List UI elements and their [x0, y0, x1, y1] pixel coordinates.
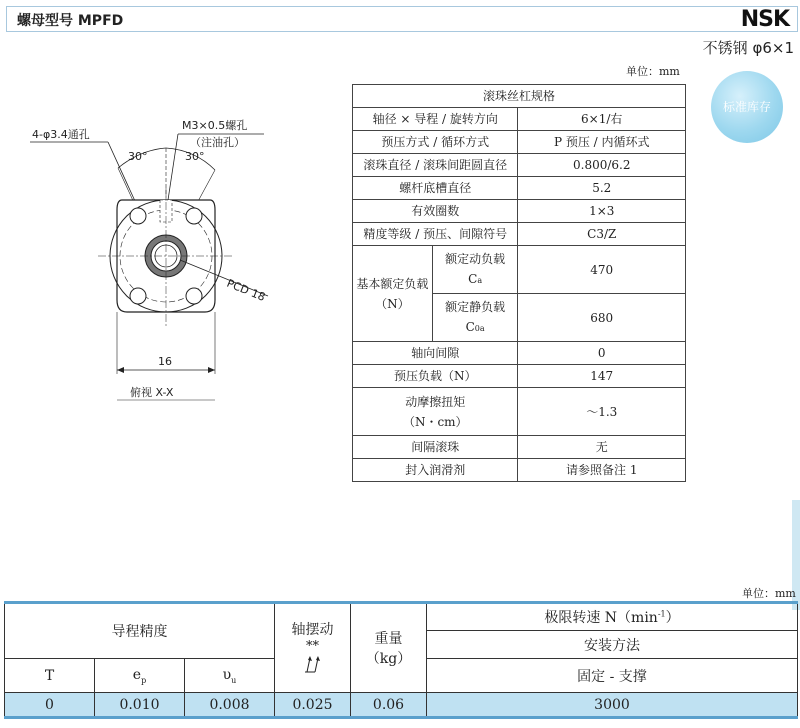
header-bar	[6, 6, 798, 32]
unit-label-bottom: 单位：mm	[742, 587, 796, 600]
angle-left-label: 30°	[128, 150, 148, 163]
speed-superscript: -1	[657, 609, 666, 619]
mounting-header: 安装方法	[427, 631, 798, 659]
spec-value: 5.2	[518, 177, 686, 200]
speed-header-cell	[427, 603, 798, 631]
preload-label: 预压负载（N）	[353, 365, 518, 388]
spec-table-header: 滚珠丝杠规格	[353, 85, 686, 108]
dynamic-load-subscript: a	[477, 275, 483, 285]
spec-label: 滚珠直径 / 滚珠间距圆直径	[353, 154, 518, 177]
spec-value: C3/Z	[518, 223, 686, 246]
col-t-header: T	[5, 659, 95, 693]
grease-value: 请参照备注 1	[518, 459, 686, 482]
lead-accuracy-header: 导程精度	[5, 603, 275, 659]
pcd-label: PCD 18	[224, 276, 268, 304]
axial-clearance-value: 0	[518, 342, 686, 365]
view-label: 俯视 X-X	[130, 386, 174, 399]
col-ep-header	[95, 659, 185, 693]
value-t: 0	[5, 693, 95, 718]
load-group-label: 基本额定负载	[356, 276, 429, 291]
holes-label: 4-φ3.4通孔	[32, 128, 90, 141]
value-speed: 3000	[427, 693, 798, 718]
spec-value: 1×3	[518, 200, 686, 223]
spec-value: 6×1/右	[518, 108, 686, 131]
mount-type: 固定 - 支撑	[427, 659, 798, 693]
dynamic-load-cell	[432, 246, 518, 294]
dynamic-load-label: 额定动负载	[445, 251, 506, 266]
static-load-label: 额定静负载	[445, 299, 506, 314]
spacer-ball-label: 间隔滚珠	[353, 436, 518, 459]
speed-header: 极限转速 N（min	[544, 610, 658, 626]
spec-label: 预压方式 / 循环方式	[353, 131, 518, 154]
weight-unit: （kg）	[365, 651, 412, 667]
torque-unit: （N・cm）	[402, 414, 468, 429]
load-group-cell	[353, 246, 433, 342]
static-load-subscript: 0a	[474, 323, 485, 333]
material-subtitle: 不锈钢 φ6×1	[702, 39, 794, 57]
spacer-ball-value: 无	[518, 436, 686, 459]
col-vu-header	[185, 659, 275, 693]
page-title: 螺母型号 MPFD	[17, 13, 124, 29]
thread-label: M3×0.5螺孔	[182, 119, 248, 132]
brand-logo: NSK	[740, 7, 789, 32]
weight-header: 重量	[374, 631, 403, 647]
value-runout: 0.025	[275, 693, 351, 718]
unit-label: 单位：mm	[626, 65, 680, 78]
static-load-symbol: C	[465, 319, 475, 334]
width-dimension: 16	[158, 355, 172, 368]
load-unit-label: （N）	[375, 296, 410, 311]
value-vu: 0.008	[185, 693, 275, 718]
runout-arrows-icon	[302, 654, 324, 674]
col-ep-symbol: e	[132, 666, 142, 683]
col-ep-subscript: p	[141, 675, 147, 685]
spec-value: 0.800/6.2	[518, 154, 686, 177]
torque-label: 动摩擦扭矩	[405, 394, 466, 409]
runout-header-cell	[275, 603, 351, 693]
static-load-value: 680	[518, 294, 686, 342]
col-vu-symbol: υ	[222, 666, 232, 683]
weight-header-cell	[351, 603, 427, 693]
col-vu-subscript: u	[231, 675, 237, 685]
ballscrew-spec-table	[352, 84, 686, 482]
value-weight: 0.06	[351, 693, 427, 718]
stock-badge[interactable]: 标准库存	[711, 71, 783, 143]
torque-cell	[353, 388, 518, 436]
spec-label: 有效圈数	[353, 200, 518, 223]
spec-label: 精度等级 / 预压、间隙符号	[353, 223, 518, 246]
grease-label: 封入润滑剂	[353, 459, 518, 482]
spec-value: P 预压 / 内循环式	[518, 131, 686, 154]
oil-hole-label: （注油孔）	[190, 136, 245, 149]
runout-header: 轴摆动	[291, 621, 334, 638]
static-load-cell	[432, 294, 518, 342]
dynamic-load-value: 470	[518, 246, 686, 294]
angle-right-label: 30°	[185, 150, 205, 163]
speed-header-close: ）	[665, 610, 680, 626]
spec-label: 轴径 × 导程 / 旋转方向	[353, 108, 518, 131]
preload-value: 147	[518, 365, 686, 388]
runout-mark: **	[306, 638, 319, 654]
value-ep: 0.010	[95, 693, 185, 718]
nut-drawing	[0, 100, 340, 410]
spec-label: 螺杆底槽直径	[353, 177, 518, 200]
axial-clearance-label: 轴向间隙	[353, 342, 518, 365]
performance-table	[4, 601, 798, 719]
torque-value: ～1.3	[518, 388, 686, 436]
dynamic-load-symbol: C	[468, 271, 478, 286]
